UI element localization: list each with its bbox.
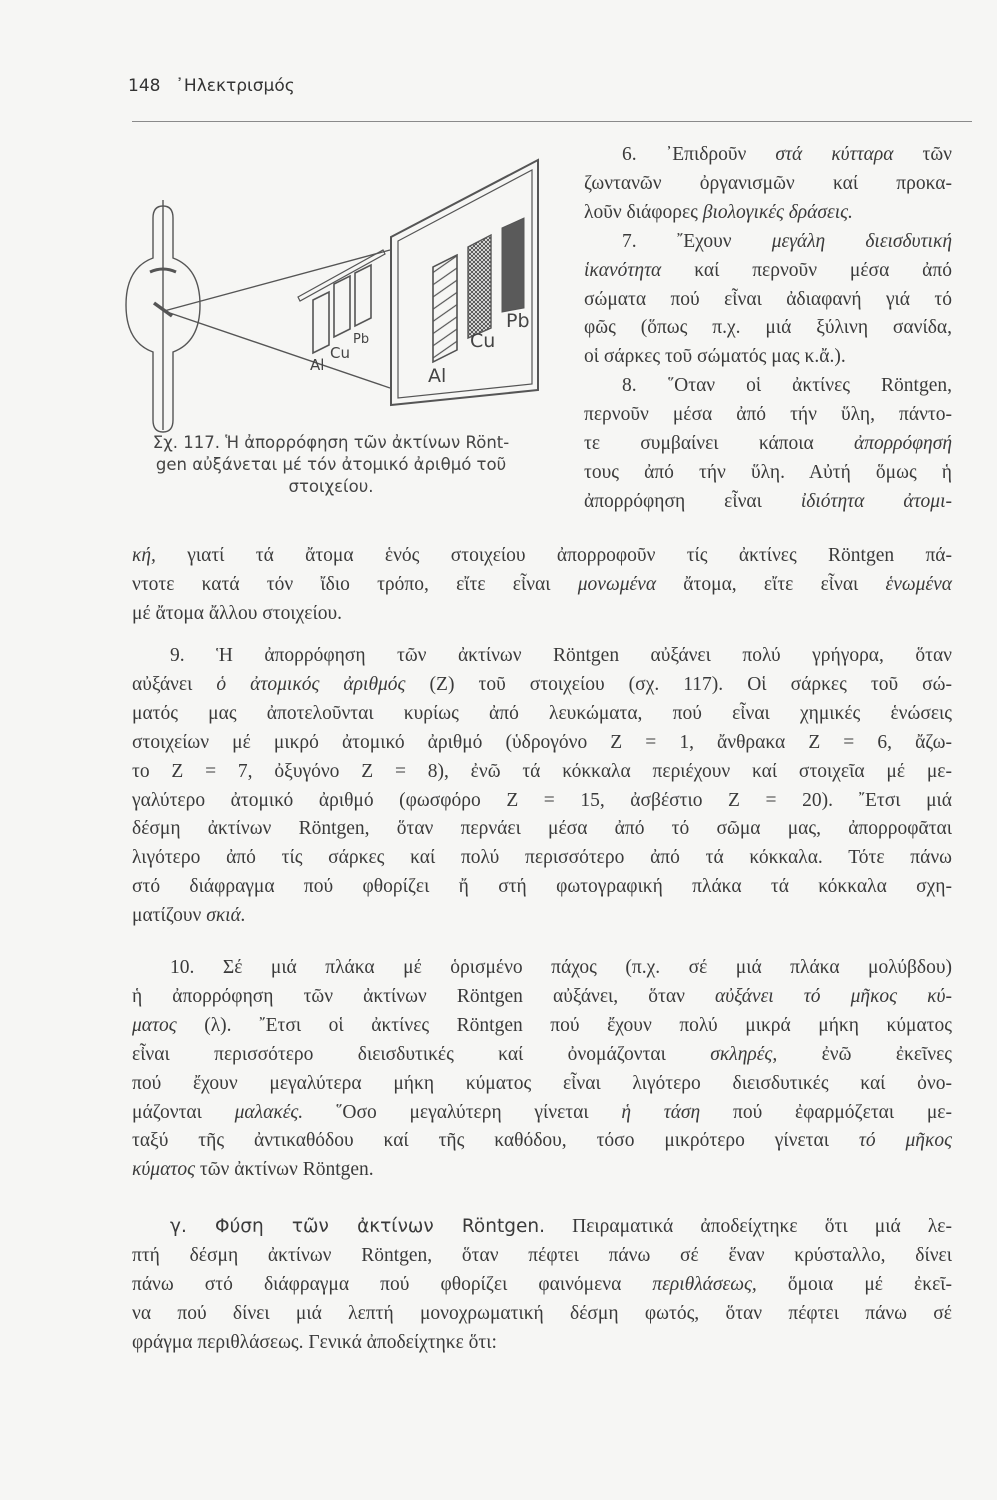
text-span: ῞Οσο μεγαλύτερη γίνεται	[303, 1101, 622, 1123]
italic-text: ὁ ἀτομικός ἀριθμός	[216, 673, 406, 695]
text-line	[584, 286, 952, 315]
italic-text: μονωμένα	[577, 573, 657, 595]
text-span: γαλύτερο ἀτομικό ἀριθμό (φωσφόρο Z = 15, ἀσβέστιο Z = 20). ῎Ετσι μιά	[132, 789, 952, 811]
page-header	[128, 76, 973, 96]
text-line	[132, 1242, 952, 1271]
italic-text: σκληρές,	[710, 1043, 778, 1065]
text-span: (Z) τοῦ στοιχείου (σχ. 117). Οἱ σάρκες τοῦ σώ-	[405, 673, 953, 695]
text-line	[584, 459, 952, 488]
text-span: ταξύ τῆς ἀντικαθόδου καί τῆς καθόδου, τόσο μικρότερο γίνεται	[132, 1130, 859, 1152]
text-span: τε συμβαίνει κάποια	[584, 433, 855, 455]
italic-text: ἑνωμένα	[885, 573, 952, 595]
label-al-plate: Al	[310, 356, 325, 374]
italic-text: ἡ τάση	[621, 1101, 701, 1123]
text-line	[132, 542, 952, 571]
italic-text: αὐξάνει τό μῆκος κύ-	[714, 985, 952, 1007]
text-line	[132, 873, 952, 902]
caption-line: στοιχείου.	[288, 477, 374, 496]
italic-text: κύματος	[132, 1159, 195, 1181]
text-span: ἄτομα, εἴτε εἶναι	[656, 573, 886, 595]
text-line	[584, 343, 952, 372]
text-span: 10. Σέ μιά πλάκα μέ ὁρισμένο πάχος (π.χ. σέ μιά πλάκα μολύβδου)	[170, 957, 952, 978]
text-span: λιγότερο ἀπό τίς σάρκες καί πολύ περισσότερο ἀπό τά κόκκαλα. Τότε πάνω	[132, 847, 952, 869]
text-line	[132, 1271, 952, 1300]
label-pb-screen: Pb	[506, 310, 530, 332]
text-line	[584, 228, 952, 257]
text-span: τους ἀπό τήν ὕλη. Αὐτή ὅμως ἡ	[584, 461, 952, 483]
text-span: σώματα πού εἶναι ἀδιαφανή γιά τό	[584, 288, 952, 310]
xray-absorption-diagram-icon	[108, 140, 548, 440]
text-span: ματίζουν	[132, 905, 207, 927]
italic-text: βιολογικές δράσεις.	[702, 201, 853, 223]
text-line	[584, 199, 952, 228]
caption-line: gen αὐξάνεται μέ τόν ἀτομικό ἀριθμό τοῦ	[155, 455, 507, 474]
italic-text: ἱκανότητα	[584, 259, 662, 281]
text-line	[132, 954, 952, 983]
figure-caption	[108, 432, 554, 498]
text-span: στό διάφραγμα πού φθορίζει ἤ στή φωτογραφική πλάκα τά κόκκαλα σχη-	[132, 876, 952, 898]
text-span: ντοτε κατά τόν ἴδιο τρόπο, εἴτε εἶναι	[132, 573, 578, 595]
text-span: αὐξάνει	[132, 673, 217, 695]
text-span: 7. ῎Εχουν	[622, 230, 772, 252]
text-line	[584, 314, 952, 343]
text-span: στοιχείων μέ μικρό ἀτομικό ἀριθμό (ὑδρογόνο Z = 1, ἄνθρακα Z = 6, ἄζω-	[132, 731, 952, 753]
text-line	[584, 488, 952, 517]
text-span: φῶς (ὅπως π.χ. μιά ξύλινη σανίδα,	[584, 317, 952, 339]
text-line	[584, 141, 952, 170]
text-line	[132, 1012, 952, 1041]
text-line	[132, 1156, 952, 1185]
text-span: το Z = 7, ὀξυγόνο Z = 8), ἐνῶ τά κόκκαλα περιέχουν καί στοιχεῖα μέ με-	[132, 760, 952, 782]
text-line	[584, 170, 952, 199]
text-span: Πειραματικά ἀποδείχτηκε ὅτι μιά λε-	[544, 1216, 952, 1237]
text-line	[584, 430, 952, 459]
text-span: 6. ᾿Επιδροῦν	[622, 144, 776, 165]
running-title: ᾿Ηλεκτρισμός	[175, 76, 295, 96]
text-line	[132, 1329, 952, 1358]
text-span: πού ἔχουν μεγαλύτερα μήκη κύματος εἶναι λιγότερο διεισδυτικές καί ὀνο-	[132, 1072, 952, 1094]
text-span: οἱ σάρκες τοῦ σώματός μας κ.ἄ.).	[584, 346, 846, 368]
text-line	[584, 372, 952, 401]
italic-text: μεγάλη διεισδυτική	[771, 230, 952, 252]
text-line	[132, 1127, 952, 1156]
text-span: (λ). ῎Ετσι οἱ ἀκτίνες Röntgen πού ἔχουν πολύ μικρά μήκη κύματος	[176, 1014, 952, 1036]
label-pb-plate: Pb	[353, 332, 370, 347]
pb-shadow-solid	[502, 218, 524, 312]
text-line	[132, 844, 952, 873]
text-span: ὅμοια μέ ἐκεῖ-	[756, 1273, 952, 1295]
section-gamma-nature-of-xrays	[132, 1213, 952, 1358]
text-line	[132, 671, 952, 700]
text-line	[132, 815, 952, 844]
caption-line: Σχ. 117. Ἡ ἀπορρόφηση τῶν ἀκτίνων Rönt-	[152, 433, 510, 452]
text-line	[132, 902, 952, 931]
text-line	[132, 600, 952, 629]
label-cu-plate: Cu	[330, 344, 350, 362]
paragraph-9	[132, 642, 952, 931]
page-number: 148	[128, 76, 161, 96]
text-line	[584, 401, 952, 430]
text-span: τῶν ἀκτίνων Röntgen.	[194, 1159, 374, 1181]
text-span: ἐνῶ ἐκεῖνες	[777, 1043, 952, 1065]
text-line	[132, 983, 952, 1012]
text-line	[132, 787, 952, 816]
text-line	[584, 257, 952, 286]
label-al-screen: Al	[428, 365, 447, 387]
text-span: ζωντανῶν ὀργανισμῶν καί προκα-	[584, 172, 952, 194]
text-span: εἶναι περισσότερο διεισδυτικές καί ὀνομάζονται	[132, 1043, 711, 1065]
text-span: πάνω στό διάφραγμα πού φθορίζει φαινόμενα	[132, 1273, 653, 1295]
text-line	[132, 729, 952, 758]
italic-text: κή,	[132, 545, 156, 566]
al-shadow-hatched	[433, 255, 457, 362]
text-span: τῶν	[893, 144, 952, 165]
text-line	[132, 1070, 952, 1099]
cu-shadow-crosshatched	[468, 235, 491, 338]
italic-text: περιθλάσεως,	[652, 1273, 757, 1295]
italic-text: σκιά.	[206, 905, 246, 927]
text-line	[132, 700, 952, 729]
text-span: μάζονται	[132, 1101, 235, 1123]
italic-text: ἀπορρόφησή	[854, 433, 952, 455]
header-rule	[132, 121, 972, 122]
text-span: 8. ῞Οταν οἱ ἀκτίνες Röntgen,	[622, 375, 952, 397]
right-column-text	[584, 141, 952, 517]
text-span: ματός μας ἀποτελοῦνται κυρίως ἀπό λευκώματα, πού εἶναι χημικές ἑνώσεις	[132, 702, 952, 724]
italic-text: στά κύτταρα	[775, 144, 894, 165]
text-span: καί περνοῦν μέσα ἀπό	[661, 259, 952, 281]
figure-117-xray-absorption	[108, 140, 548, 440]
text-span: ἀπορρόφηση εἶναι	[584, 490, 801, 512]
text-span: 9. Ἡ ἀπορρόφηση τῶν ἀκτίνων Röntgen αὐξάνει πολύ γρήγορα, ὅταν	[170, 645, 952, 666]
text-span: περνοῦν μέσα ἀπό τήν ὕλη, πάντο-	[584, 404, 952, 426]
text-span: δέσμη ἀκτίνων Röntgen, ὅταν περνάει μέσα ἀπό τό σῶμα μας, ἀπορροφᾶται	[132, 818, 952, 840]
text-line	[132, 1099, 952, 1128]
text-span: να πού δίνει μιά λεπτή μονοχρωματική δέσμη φωτός, ὅταν πέφτει πάνω σέ	[132, 1302, 952, 1324]
italic-text: ματος	[132, 1014, 177, 1036]
text-line	[132, 1041, 952, 1070]
paragraph-8-continuation	[132, 542, 952, 629]
text-line	[132, 1213, 952, 1242]
italic-text: τό μῆκος	[858, 1130, 952, 1152]
paragraph-10	[132, 954, 952, 1185]
italic-text: ἰδιότητα ἀτομι-	[800, 490, 952, 512]
text-span: μέ ἄτομα ἄλλου στοιχείου.	[132, 602, 342, 624]
text-span: λοῦν διάφορες	[584, 201, 703, 223]
text-span: γιατί τά ἄτομα ἑνός στοιχείου ἀπορροφοῦν τίς ἀκτίνες Röntgen πά-	[155, 545, 952, 566]
text-span: πού ἐφαρμόζεται με-	[700, 1101, 952, 1123]
text-line	[132, 642, 952, 671]
text-span: πτή δέσμη ἀκτίνων Röntgen, ὅταν πέφτει πάνω σέ ἕναν κρύσταλλο, δίνει	[132, 1244, 952, 1266]
label-cu-screen: Cu	[470, 330, 496, 352]
text-span: γ. Φύση τῶν ἀκτίνων Röntgen.	[170, 1216, 545, 1237]
text-line	[132, 1300, 952, 1329]
text-line	[132, 758, 952, 787]
italic-text: μαλακές.	[234, 1101, 304, 1123]
text-span: ἡ ἀπορρόφηση τῶν ἀκτίνων Röntgen αὐξάνει, ὅταν	[132, 985, 715, 1007]
text-line	[132, 571, 952, 600]
text-span: φράγμα περιθλάσεως. Γενικά ἀποδείχτηκε ὅτι:	[132, 1331, 497, 1353]
